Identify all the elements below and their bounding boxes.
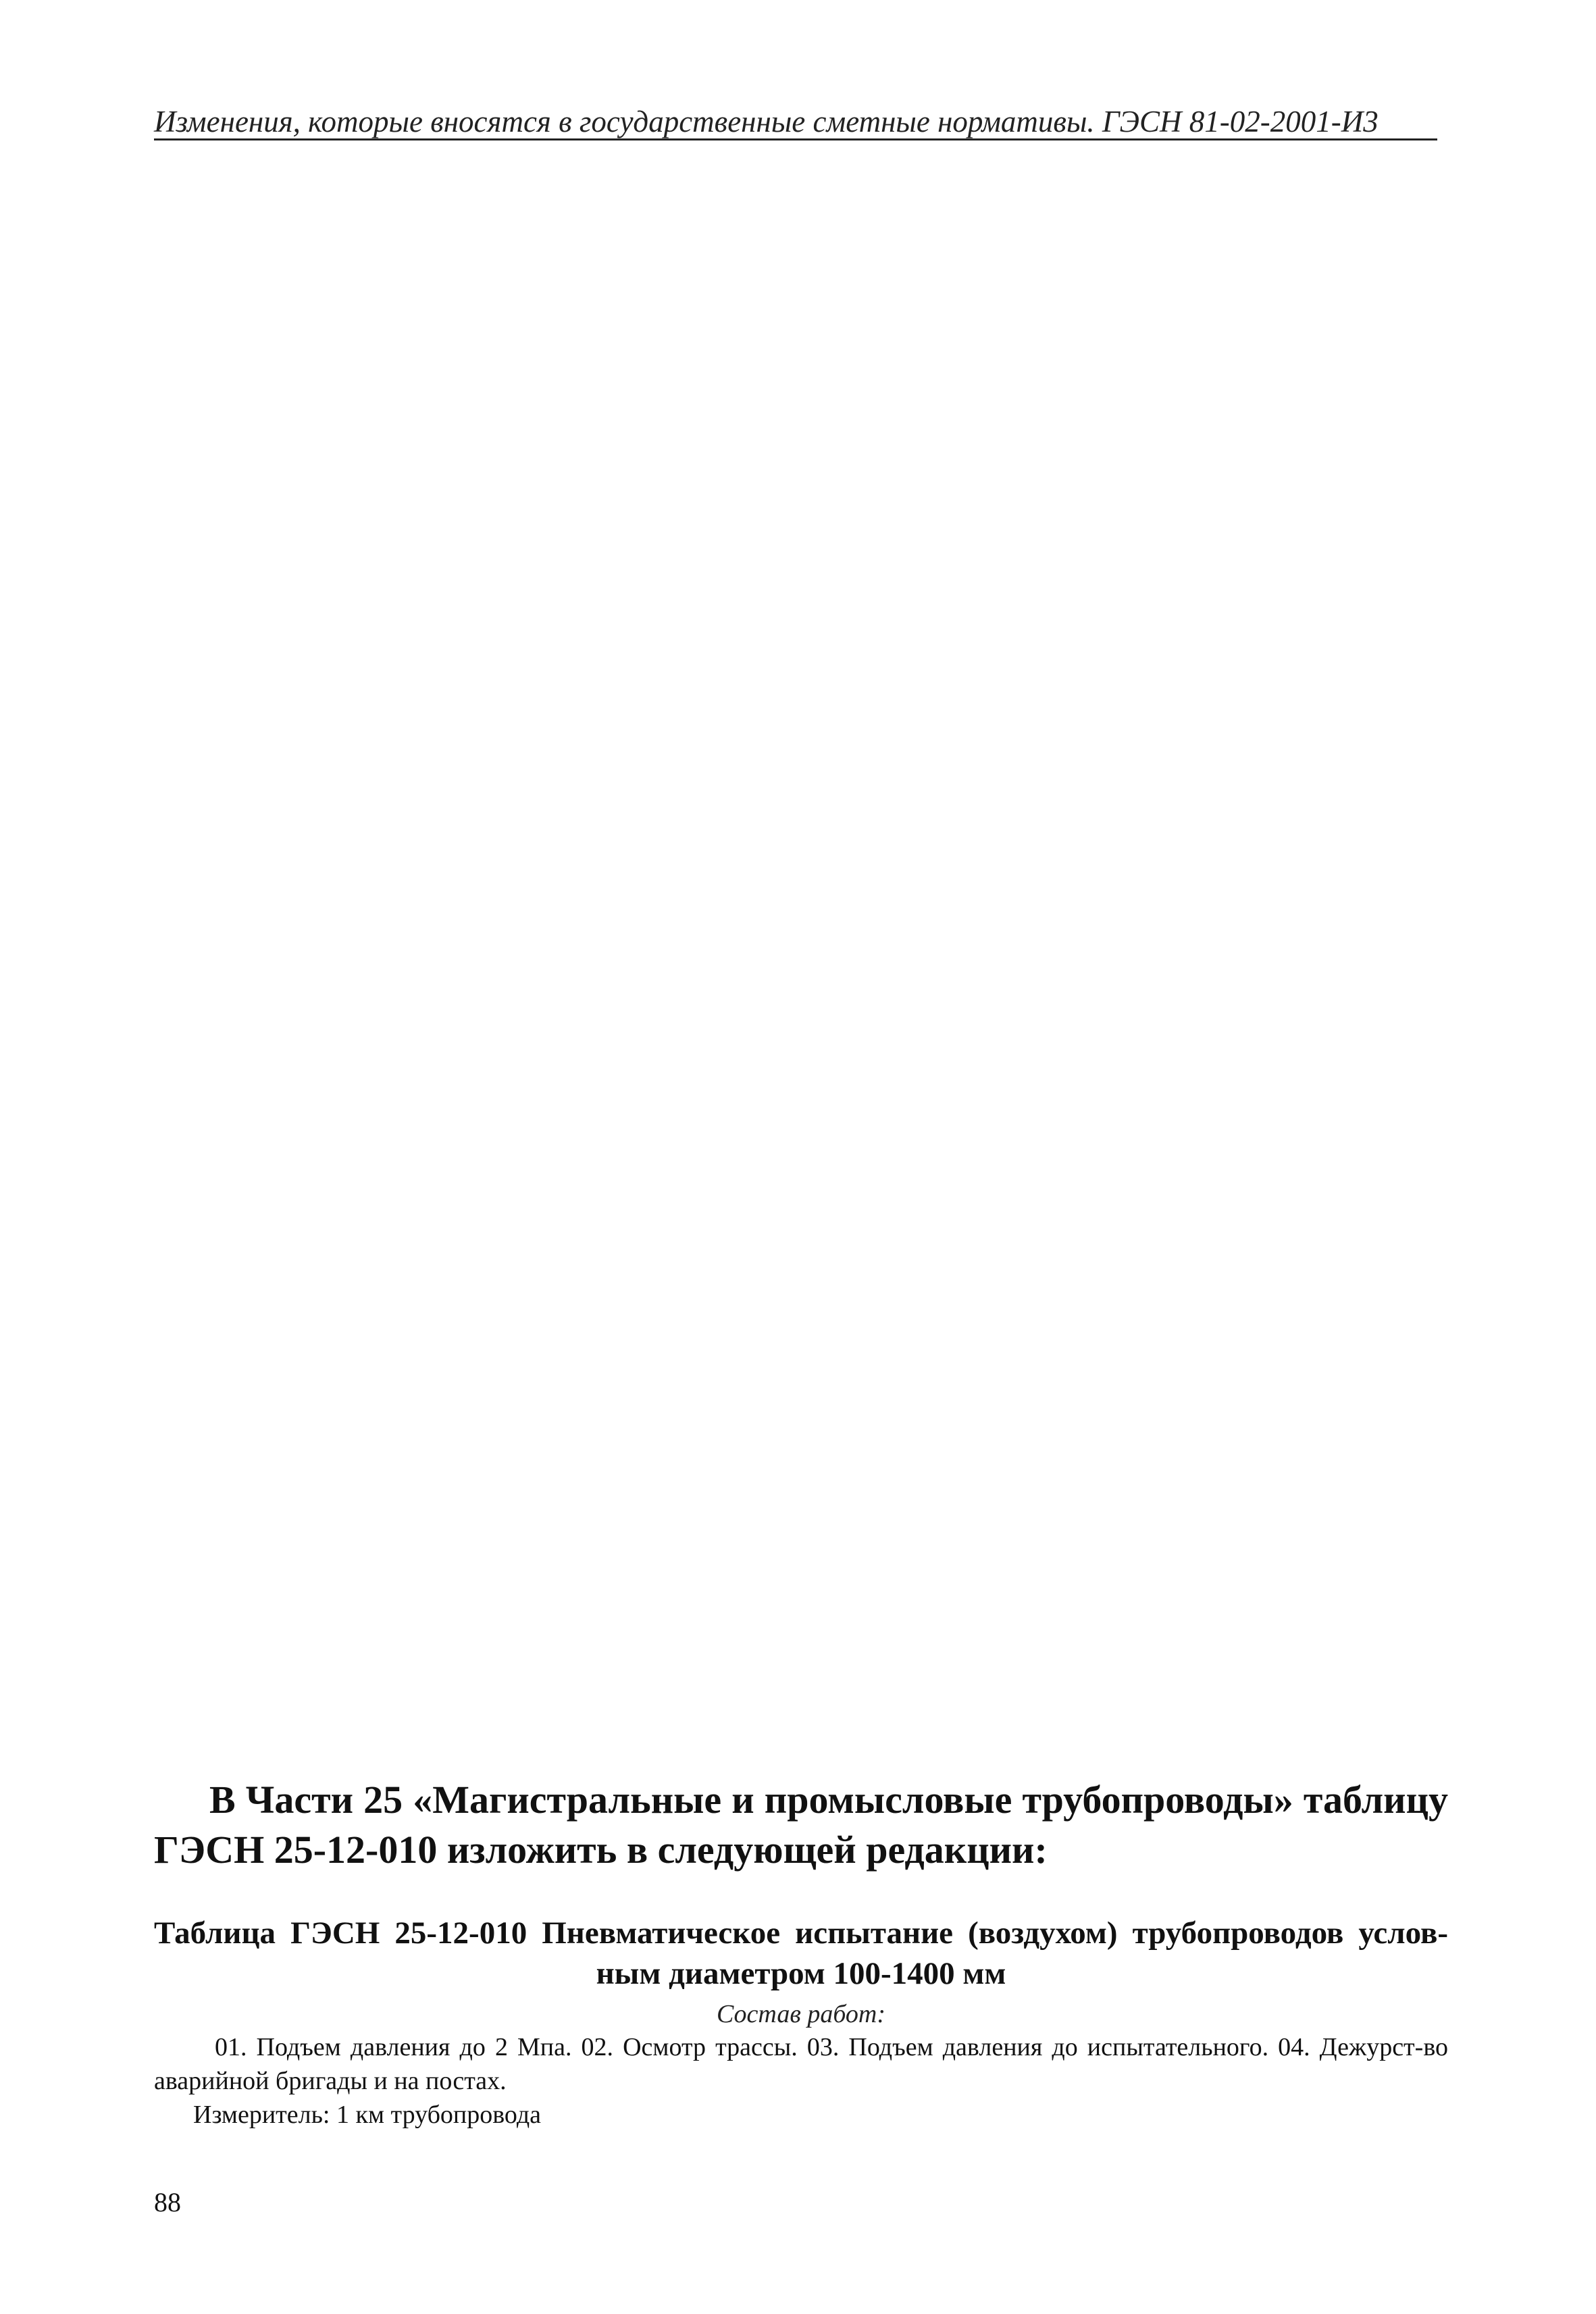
table-title-line-1: Таблица ГЭСН 25-12-010 Пневматическое испытание (воздухом) трубопроводов услов-: [154, 1916, 1448, 1951]
amendment-intro-line-2: ГЭСН 25-12-010 изложить в следующей редакции:: [154, 1828, 1048, 1872]
table-title-line-2: ным диаметром 100-1400 мм: [596, 1956, 1006, 1991]
amendment-intro-heading: [154, 1775, 1448, 1875]
table-title: [154, 1913, 1448, 1994]
measure-unit: Измеритель: 1 км трубопровода: [193, 2101, 542, 2129]
running-header-text: Изменения, которые вносятся в государственные сметные нормативы. ГЭСН 81-02-2001-И3: [154, 105, 1379, 138]
page-number: 88: [154, 2187, 181, 2217]
work-composition-label: Состав работ:: [716, 2000, 886, 2028]
amendment-intro-line-1: В Части 25 «Магистральные и промысловые трубопроводы» таблицу: [209, 1778, 1448, 1822]
running-header: [154, 103, 1437, 140]
work-composition-text: 01. Подъем давления до 2 Мпа. 02. Осмотр трассы. 03. Подъем давления до испытательного. 04. Дежурст-во аварийной бригады и на постах.: [154, 2033, 1448, 2095]
